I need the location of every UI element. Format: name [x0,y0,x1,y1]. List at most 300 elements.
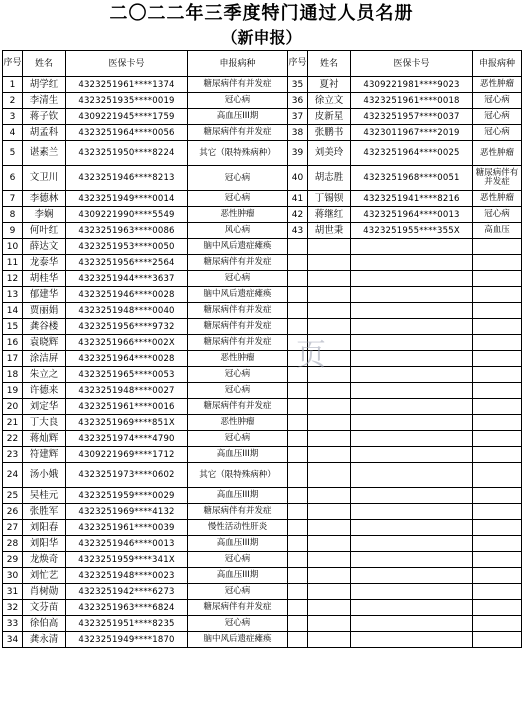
person-name: 文芬苗 [23,600,66,616]
declared-disease: 冠心病 [188,552,288,568]
page-title: 二〇二二年三季度特门通过人员名册 [109,3,414,24]
declared-disease: 冠心病 [188,191,288,207]
declared-disease: 脑中风后遗症瘫痪 [188,239,288,255]
person-name [308,287,351,303]
row-number [288,447,308,463]
declared-disease [473,255,522,271]
row-number: 11 [3,255,23,271]
medical-card-number: 4323251951****8235 [66,616,188,632]
medical-card-number: 4323251963****0086 [66,223,188,239]
header-no-2: 序号 [288,51,308,77]
table-row [3,141,522,166]
row-number: 8 [3,207,23,223]
declared-disease [473,520,522,536]
person-name: 涂洁屏 [23,351,66,367]
table-row [3,109,522,125]
medical-card-number: 4323251964****0013 [351,207,473,223]
header-card-2: 医保卡号 [351,51,473,77]
table-row [3,415,522,431]
declared-disease [473,303,522,319]
row-number [288,399,308,415]
medical-card-number: 4323251973****0602 [66,463,188,488]
table-row [3,191,522,207]
medical-card-number: 4323251965****0053 [66,367,188,383]
person-name: 胡孟科 [23,125,66,141]
person-name [308,415,351,431]
person-name: 龙焕奇 [23,552,66,568]
table-row [3,319,522,335]
medical-card-number [351,287,473,303]
row-number [288,584,308,600]
row-number: 10 [3,239,23,255]
person-name [308,255,351,271]
table-row [3,223,522,239]
table-row [3,77,522,93]
person-name: 刘阳华 [23,536,66,552]
medical-card-number [351,552,473,568]
medical-card-number [351,255,473,271]
declared-disease: 高血压III期 [188,568,288,584]
row-number: 25 [3,488,23,504]
person-name: 文卫川 [23,166,66,191]
medical-card-number: 4323251963****6824 [66,600,188,616]
roster-sheet [2,50,521,718]
medical-card-number: 4323011967****2019 [351,125,473,141]
medical-card-number: 4323251961****0018 [351,93,473,109]
row-number [288,383,308,399]
person-name: 贾丽娟 [23,303,66,319]
person-name: 张胜军 [23,504,66,520]
declared-disease [473,335,522,351]
medical-card-number: 4323251950****8224 [66,141,188,166]
row-number [288,463,308,488]
medical-card-number: 4323251964****0028 [66,351,188,367]
person-name: 龙泰华 [23,255,66,271]
declared-disease [473,447,522,463]
medical-card-number: 4323251961****1374 [66,77,188,93]
person-name [308,431,351,447]
declared-disease [473,463,522,488]
medical-card-number: 4323251948****0040 [66,303,188,319]
medical-card-number: 4323251964****0025 [351,141,473,166]
person-name [308,568,351,584]
declared-disease: 慢性活动性肝炎 [188,520,288,536]
declared-disease: 恶性肿瘤 [473,191,522,207]
declared-disease: 冠心病 [473,93,522,109]
declared-disease: 冠心病 [188,367,288,383]
person-name [308,536,351,552]
declared-disease [473,319,522,335]
declared-disease [473,568,522,584]
row-number: 13 [3,287,23,303]
declared-disease: 冠心病 [473,125,522,141]
person-name [308,447,351,463]
row-number [288,287,308,303]
medical-card-number [351,383,473,399]
row-number: 1 [3,77,23,93]
header-disease: 申报病种 [188,51,288,77]
medical-card-number: 4309221990****5549 [66,207,188,223]
table-row [3,552,522,568]
medical-card-number: 4323251935****0019 [66,93,188,109]
medical-card-number: 4323251946****0013 [66,536,188,552]
declared-disease: 冠心病 [188,584,288,600]
header-name: 姓名 [23,51,66,77]
table-row [3,447,522,463]
person-name: 龚永清 [23,632,66,648]
medical-card-number: 4323251961****0016 [66,399,188,415]
person-name: 刘阳春 [23,520,66,536]
person-name: 郁建华 [23,287,66,303]
declared-disease [473,504,522,520]
declared-disease: 风心病 [188,223,288,239]
person-name [308,239,351,255]
table-row [3,504,522,520]
declared-disease [473,584,522,600]
row-number: 5 [3,141,23,166]
declared-disease: 恶性肿瘤 [188,351,288,367]
person-name [308,520,351,536]
person-name [308,383,351,399]
medical-card-number [351,568,473,584]
medical-card-number: 4323251959****341X [66,552,188,568]
person-name: 刘忙艺 [23,568,66,584]
medical-card-number [351,504,473,520]
roster-table [2,50,522,648]
person-name: 胡世秉 [308,223,351,239]
table-row [3,632,522,648]
header-card: 医保卡号 [66,51,188,77]
table-row [3,351,522,367]
header-disease-2: 申报病种 [473,51,522,77]
medical-card-number [351,351,473,367]
medical-card-number: 4323251949****1870 [66,632,188,648]
medical-card-number [351,600,473,616]
declared-disease: 冠心病 [473,207,522,223]
medical-card-number: 4309221945****1759 [66,109,188,125]
row-number [288,536,308,552]
table-row [3,93,522,109]
medical-card-number: 4323251968****0051 [351,166,473,191]
declared-disease: 糖尿病伴有并发症 [188,335,288,351]
person-name: 李德林 [23,191,66,207]
person-name [308,399,351,415]
row-number [288,255,308,271]
watermark: 页 [296,338,326,373]
table-row [3,399,522,415]
declared-disease [473,552,522,568]
declared-disease: 冠心病 [473,109,522,125]
medical-card-number: 4323251957****0037 [351,109,473,125]
person-name: 汤小娥 [23,463,66,488]
medical-card-number: 4309221969****1712 [66,447,188,463]
declared-disease: 糖尿病伴有并发症 [188,255,288,271]
row-number: 21 [3,415,23,431]
roster-body [3,77,522,648]
declared-disease [473,536,522,552]
declared-disease: 其它（限特殊病种） [188,463,288,488]
row-number [288,568,308,584]
row-number [288,488,308,504]
person-name: 丁锡钡 [308,191,351,207]
row-number: 18 [3,367,23,383]
row-number [288,239,308,255]
table-row [3,463,522,488]
medical-card-number: 4323251948****0027 [66,383,188,399]
row-number: 40 [288,166,308,191]
declared-disease: 恶性肿瘤 [473,141,522,166]
row-number: 36 [288,93,308,109]
person-name: 袁晓辉 [23,335,66,351]
row-number: 23 [3,447,23,463]
row-number: 15 [3,319,23,335]
row-number: 30 [3,568,23,584]
medical-card-number: 4323251946****8213 [66,166,188,191]
declared-disease [473,415,522,431]
medical-card-number [351,303,473,319]
row-number [288,415,308,431]
medical-card-number: 4323251969****4132 [66,504,188,520]
medical-card-number [351,271,473,287]
person-name: 肖树勋 [23,584,66,600]
declared-disease [473,632,522,648]
medical-card-number: 4323251956****2564 [66,255,188,271]
row-number [288,271,308,287]
declared-disease: 恶性肿瘤 [473,77,522,93]
row-number: 14 [3,303,23,319]
medical-card-number: 4323251949****0014 [66,191,188,207]
header-name-2: 姓名 [308,51,351,77]
row-number [288,303,308,319]
medical-card-number [351,632,473,648]
declared-disease: 高血压III期 [188,109,288,125]
declared-disease [473,351,522,367]
row-number: 38 [288,125,308,141]
declared-disease: 冠心病 [188,271,288,287]
declared-disease: 高血压III期 [188,536,288,552]
medical-card-number: 4323251944****3637 [66,271,188,287]
person-name: 薛达文 [23,239,66,255]
declared-disease: 糖尿病伴有并发症 [188,77,288,93]
row-number [288,552,308,568]
medical-card-number: 4323251953****0050 [66,239,188,255]
table-row [3,255,522,271]
medical-card-number [351,536,473,552]
row-number: 41 [288,191,308,207]
person-name [308,616,351,632]
table-row [3,271,522,287]
person-name: 皮新星 [308,109,351,125]
declared-disease: 高血压III期 [188,488,288,504]
row-number: 20 [3,399,23,415]
row-number: 34 [3,632,23,648]
medical-card-number: 4323251942****6273 [66,584,188,600]
row-number: 27 [3,520,23,536]
row-number: 9 [3,223,23,239]
row-number: 6 [3,166,23,191]
medical-card-number [351,463,473,488]
table-row [3,125,522,141]
row-number: 22 [3,431,23,447]
row-number: 29 [3,552,23,568]
table-row [3,367,522,383]
medical-card-number [351,335,473,351]
table-row [3,520,522,536]
person-name: 刘美玲 [308,141,351,166]
medical-card-number [351,616,473,632]
table-row [3,568,522,584]
person-name: 许德来 [23,383,66,399]
person-name: 谌素兰 [23,141,66,166]
table-row [3,383,522,399]
row-number: 43 [288,223,308,239]
table-row [3,488,522,504]
medical-card-number [351,584,473,600]
medical-card-number: 4323251956****9732 [66,319,188,335]
row-number: 28 [3,536,23,552]
table-row [3,584,522,600]
declared-disease [473,287,522,303]
page-subtitle: （新申报） [221,28,302,47]
table-row [3,431,522,447]
declared-disease [473,616,522,632]
medical-card-number: 4309221981****9023 [351,77,473,93]
person-name [308,271,351,287]
row-number: 35 [288,77,308,93]
row-number [288,431,308,447]
declared-disease: 糖尿病伴有并发症 [473,166,522,191]
person-name: 徐立文 [308,93,351,109]
person-name: 李娴 [23,207,66,223]
row-number: 2 [3,93,23,109]
medical-card-number: 4323251941****8216 [351,191,473,207]
medical-card-number [351,447,473,463]
declared-disease [473,383,522,399]
medical-card-number [351,319,473,335]
declared-disease: 糖尿病伴有并发症 [188,303,288,319]
medical-card-number: 4323251974****4790 [66,431,188,447]
declared-disease: 高血压III期 [188,447,288,463]
table-row [3,616,522,632]
declared-disease [473,271,522,287]
table-row [3,335,522,351]
row-number: 39 [288,141,308,166]
medical-card-number [351,415,473,431]
header-no: 序号 [3,51,23,77]
person-name: 胡桂华 [23,271,66,287]
declared-disease: 其它（限特殊病种） [188,141,288,166]
row-number: 7 [3,191,23,207]
declared-disease [473,431,522,447]
table-row [3,600,522,616]
person-name: 何叶红 [23,223,66,239]
person-name: 张鹏书 [308,125,351,141]
row-number [288,600,308,616]
declared-disease: 冠心病 [188,616,288,632]
row-number [288,520,308,536]
person-name [308,600,351,616]
declared-disease [473,399,522,415]
table-row [3,239,522,255]
declared-disease: 冠心病 [188,383,288,399]
row-number: 16 [3,335,23,351]
medical-card-number [351,399,473,415]
person-name: 符建辉 [23,447,66,463]
person-name: 朱立之 [23,367,66,383]
declared-disease: 冠心病 [188,431,288,447]
row-number: 32 [3,600,23,616]
declared-disease [473,239,522,255]
person-name: 蒋继红 [308,207,351,223]
person-name [308,504,351,520]
declared-disease: 高血压 [473,223,522,239]
declared-disease: 糖尿病伴有并发症 [188,399,288,415]
medical-card-number [351,520,473,536]
row-number [288,504,308,520]
row-number: 17 [3,351,23,367]
table-row [3,303,522,319]
person-name: 胡学红 [23,77,66,93]
medical-card-number: 4323251946****0028 [66,287,188,303]
declared-disease: 冠心病 [188,166,288,191]
declared-disease: 糖尿病伴有并发症 [188,600,288,616]
header-row [3,51,522,77]
row-number: 26 [3,504,23,520]
person-name [308,463,351,488]
person-name [308,552,351,568]
person-name [308,488,351,504]
person-name: 丁大良 [23,415,66,431]
person-name: 夏衬 [308,77,351,93]
row-number: 4 [3,125,23,141]
medical-card-number [351,367,473,383]
table-row [3,536,522,552]
row-number: 33 [3,616,23,632]
person-name: 刘定华 [23,399,66,415]
medical-card-number [351,239,473,255]
declared-disease: 冠心病 [188,93,288,109]
person-name [308,632,351,648]
declared-disease: 恶性肿瘤 [188,207,288,223]
medical-card-number: 4323251948****0023 [66,568,188,584]
declared-disease [473,367,522,383]
declared-disease [473,488,522,504]
row-number [288,632,308,648]
person-name: 蒋灿辉 [23,431,66,447]
medical-card-number: 4323251961****0039 [66,520,188,536]
medical-card-number [351,488,473,504]
medical-card-number: 4323251959****0029 [66,488,188,504]
row-number [288,616,308,632]
declared-disease: 恶性肿瘤 [188,415,288,431]
person-name [308,584,351,600]
declared-disease: 糖尿病伴有并发症 [188,504,288,520]
person-name: 蒋子钦 [23,109,66,125]
table-row [3,287,522,303]
medical-card-number [351,431,473,447]
row-number: 37 [288,109,308,125]
table-row [3,166,522,191]
row-number: 24 [3,463,23,488]
declared-disease: 糖尿病伴有并发症 [188,125,288,141]
person-name: 吴桂元 [23,488,66,504]
person-name [308,303,351,319]
medical-card-number: 4323251964****0056 [66,125,188,141]
medical-card-number: 4323251969****851X [66,415,188,431]
declared-disease: 脑中风后遗症瘫痪 [188,287,288,303]
person-name: 徐伯高 [23,616,66,632]
row-number: 42 [288,207,308,223]
